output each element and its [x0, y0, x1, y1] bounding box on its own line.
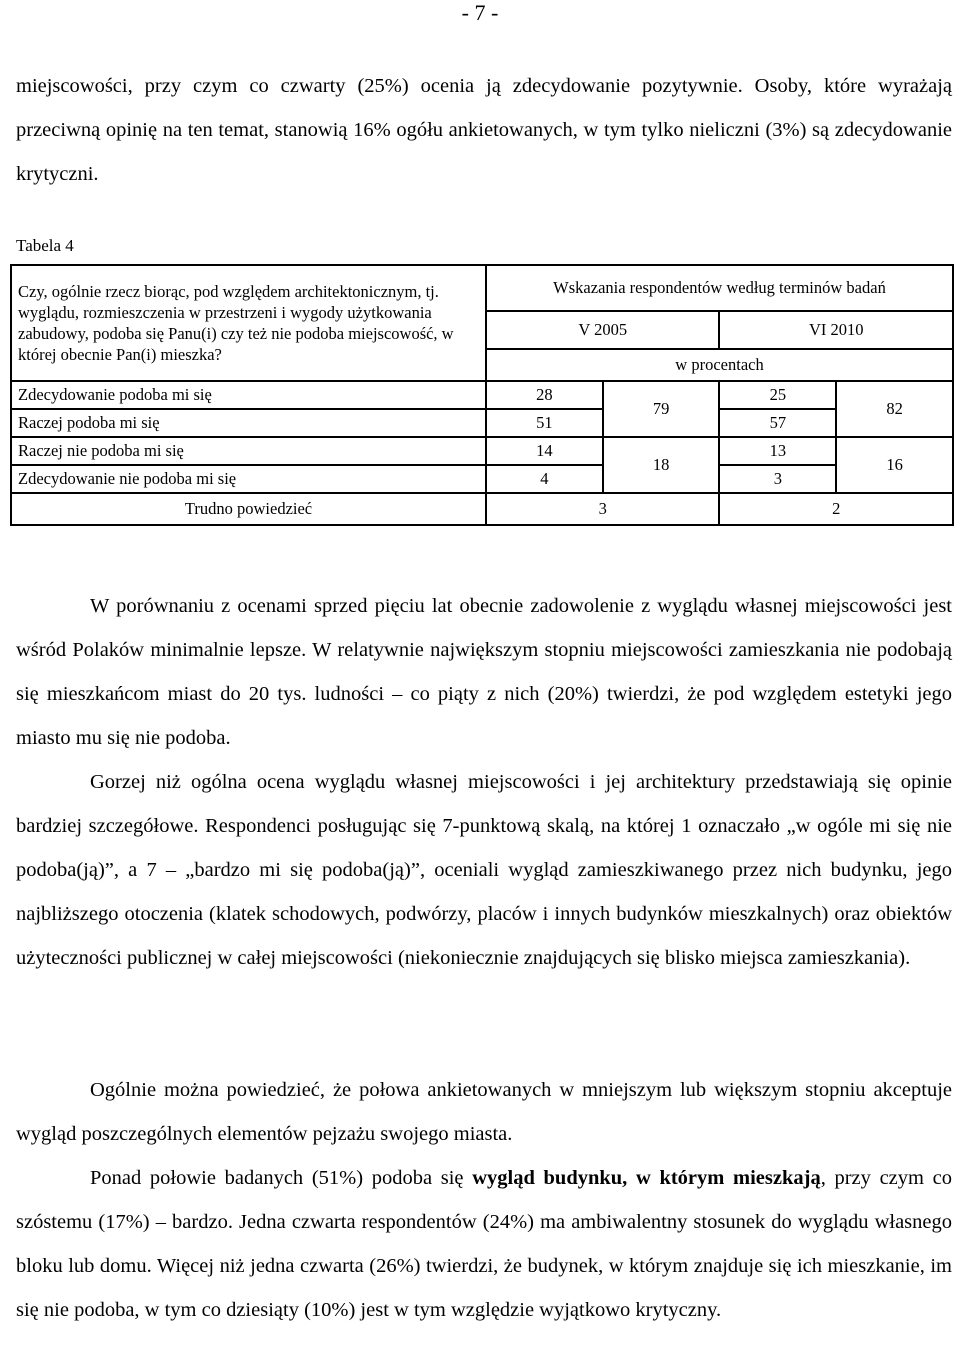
- value-2005: 14: [486, 437, 603, 465]
- value-2010: 13: [719, 437, 836, 465]
- table-caption: Tabela 4: [16, 236, 74, 255]
- sum-positive-2005: 79: [603, 381, 720, 437]
- sum-positive-2010: 82: [836, 381, 953, 437]
- value-2010: 3: [719, 465, 836, 493]
- paragraph-intro: miejscowości, przy czym co czwarty (25%) ocenia ją zdecydowanie pozytywnie. Osoby, które wyrażają przeciwną opinię na ten temat, stanowią 16% ogółu ankietowanych, w tym tylko nieliczni (3%) są zdecydowanie krytyczni.: [16, 75, 952, 185]
- table-header: Wskazania respondentów według terminów badań: [486, 265, 953, 311]
- survey-table: [10, 264, 954, 526]
- row-label: Zdecydowanie podoba mi się: [11, 381, 486, 409]
- row-label: Raczej podoba mi się: [11, 409, 486, 437]
- row-label: Zdecydowanie nie podoba mi się: [11, 465, 486, 493]
- value-2005: 51: [486, 409, 603, 437]
- paragraph-building: [16, 1156, 952, 1332]
- paragraph-detailed: Gorzej niż ogólna ocena wyglądu własnej miejscowości i jej architektury przedstawiają się opinie bardziej szczegółowe. Respondenci posługując się 7-punktową skalą, na której 1 oznaczało „w ogóle mi się nie podoba(ją)”, a 7 – „bardzo mi się podoba(ją)”, oceniali wygląd zamieszkiwanego przez nich budynku, jego najbliższego otoczenia (klatek schodowych, podwórzy, placów i innych budynków mieszkalnych) oraz obiektów użyteczności publicznej w całej miejscowości (niekoniecznie znajdujących się blisko miejsca zamieszkania).: [16, 771, 952, 969]
- value-2010-trudno: 2: [719, 493, 953, 525]
- paragraph-comparison: W porównaniu z ocenami sprzed pięciu lat obecnie zadowolenie z wyglądu własnej miejscowości jest wśród Polaków minimalnie lepsze. W relatywnie największym stopniu miejscowości zamieszkania nie podobają się mieszkańcom miast do 20 tys. ludności – co piąty z nich (20%) twierdzi, że pod względem estetyki jego miasto mu się nie podoba.: [16, 595, 952, 749]
- row-label: Raczej nie podoba mi się: [11, 437, 486, 465]
- paragraph-building-start: Ponad połowie badanych (51%) podoba się: [90, 1167, 473, 1189]
- unit-label: w procentach: [486, 349, 953, 381]
- year-2005-header: V 2005: [486, 311, 719, 349]
- paragraph-building-emphasis: wygląd budynku, w którym mieszkają: [472, 1167, 821, 1189]
- sum-negative-2005: 18: [603, 437, 720, 493]
- paragraph-building-end: , przy czym co szóstemu (17%) – bardzo. Jedna czwarta respondentów (24%) ma ambiwalentny stosunek do wyglądu własnego bloku lub domu. Więcej niż jedna czwarta (26%) twierdzi, że budynek, w którym znajduje się ich mieszkanie, im się nie podoba, w tym co dziesiąty (10%) jest w tym względzie wyjątkowo krytyczny.: [16, 1167, 952, 1321]
- value-2005: 4: [486, 465, 603, 493]
- sum-negative-2010: 16: [836, 437, 953, 493]
- paragraph-acceptance: Ogólnie można powiedzieć, że połowa ankietowanych w mniejszym lub większym stopniu akceptuje wygląd poszczególnych elementów pejzażu swojego miasta.: [16, 1079, 952, 1145]
- page-number: - 7 -: [461, 0, 499, 25]
- value-2010: 25: [719, 381, 836, 409]
- row-label-trudno: Trudno powiedzieć: [11, 493, 486, 525]
- value-2005: 28: [486, 381, 603, 409]
- year-2010-header: VI 2010: [719, 311, 953, 349]
- value-2010: 57: [719, 409, 836, 437]
- value-2005-trudno: 3: [486, 493, 719, 525]
- table-question: Czy, ogólnie rzecz biorąc, pod względem architektonicznym, tj. wyglądu, rozmieszczenia w przestrzeni i wygody użytkowania zabudowy, podoba się Panu(i) czy też nie podoba miejscowość, w której obecnie Pan(i) mieszka?: [11, 265, 486, 381]
